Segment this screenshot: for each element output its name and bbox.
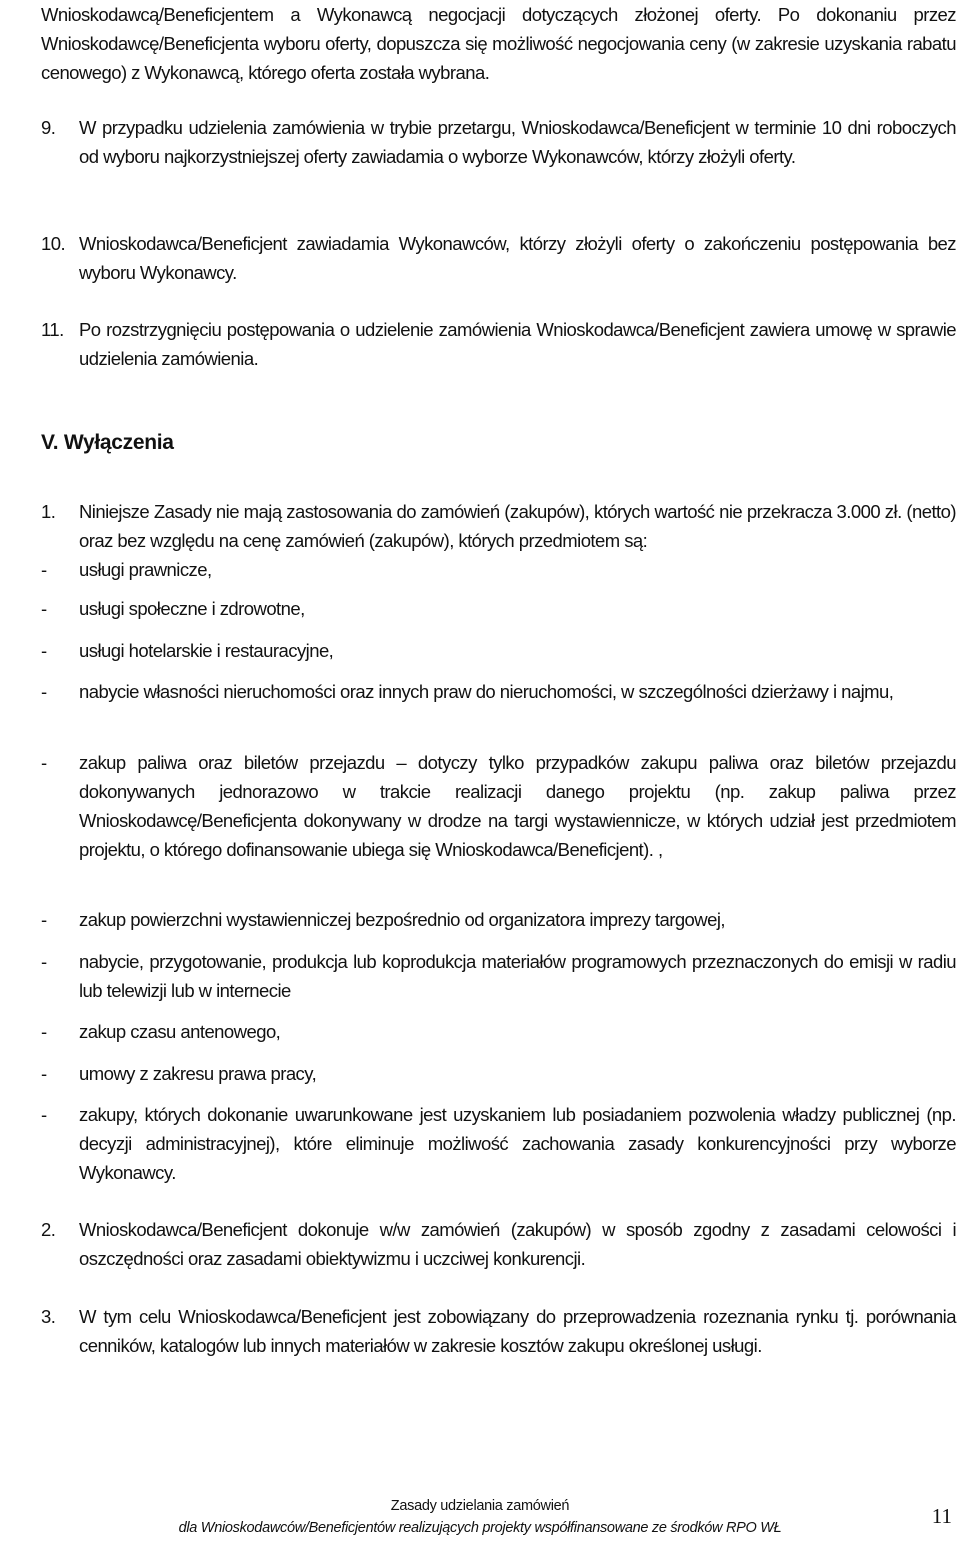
dash-item bbox=[41, 1059, 956, 1088]
intro-text: Wnioskodawcą/Beneficjentem a Wykonawcą negocjacji dotyczących złożonej oferty. Po dokonaniu przez Wnioskodawcę/Beneficjenta wyboru oferty, dopuszcza się możliwość negocjowania ceny (w zakresie uzyskania rabatu cenowego) z Wykonawcą, którego oferta została wybrana. bbox=[41, 4, 956, 83]
dash-item bbox=[41, 905, 956, 934]
dash-bullet: - bbox=[41, 909, 47, 930]
item-text: W przypadku udzielenia zamówienia w trybie przetargu, Wnioskodawca/Beneficjent w terminie 10 dni roboczych od wyboru najkorzystniejszej oferty zawiadamia o wyborze Wykonawców, którzy złożyli oferty. bbox=[79, 117, 956, 167]
dash-bullet: - bbox=[41, 598, 47, 619]
dash-text: zakupy, których dokonanie uwarunkowane jest uzyskaniem lub posiadaniem pozwolenia władzy publicznej (np. decyzji administracyjnej), które eliminuje możliwość zachowania zasady konkurencyjności przy wyborze Wykonawcy. bbox=[79, 1104, 956, 1183]
dash-item bbox=[41, 748, 956, 864]
dash-text: zakup czasu antenowego, bbox=[79, 1021, 281, 1042]
item-number: 9. bbox=[41, 117, 56, 138]
item-text: W tym celu Wnioskodawca/Beneficjent jest zobowiązany do przeprowadzenia rozeznania rynku tj. porównania cenników, katalogów lub innych materiałów w zakresie kosztów zakupu określonej usługi. bbox=[79, 1306, 956, 1356]
dash-bullet: - bbox=[41, 640, 47, 661]
page-number: 11 bbox=[931, 1504, 952, 1528]
dash-bullet: - bbox=[41, 752, 47, 773]
dash-bullet: - bbox=[41, 1104, 47, 1125]
item-number: 1. bbox=[41, 501, 56, 522]
dash-item bbox=[41, 947, 956, 1005]
dash-text: zakup paliwa oraz biletów przejazdu – dotyczy tylko przypadków zakupu paliwa oraz biletów przejazdu dokonywanych jednorazowo w trakcie realizacji danego projektu (np. zakup paliwa przez Wnioskodawcę/Beneficjenta dokonywany w drodze na targi wystawiennicze, w których udział jest przedmiotem projektu, o którego dofinansowanie ubiega się Wnioskodawca/Beneficjent). , bbox=[79, 752, 956, 860]
dash-bullet: - bbox=[41, 1063, 47, 1084]
item-text: Po rozstrzygnięciu postępowania o udzielenie zamówienia Wnioskodawca/Beneficjent zawiera umowę w sprawie udzielenia zamówienia. bbox=[79, 319, 956, 369]
dash-bullet: - bbox=[41, 559, 47, 580]
item-number: 2. bbox=[41, 1219, 56, 1240]
dash-bullet: - bbox=[41, 951, 47, 972]
item-number: 3. bbox=[41, 1306, 56, 1327]
footer-subtitle: dla Wnioskodawców/Beneficjentów realizujących projekty współfinansowane ze środków RPO WŁ bbox=[178, 1520, 782, 1536]
item-number: 11. bbox=[41, 319, 64, 340]
section-heading: V. Wyłączenia bbox=[41, 431, 174, 454]
numbered-item-9 bbox=[41, 113, 956, 171]
dash-text: zakup powierzchni wystawienniczej bezpośrednio od organizatora imprezy targowej, bbox=[79, 909, 725, 930]
dash-item bbox=[41, 1017, 956, 1046]
dash-text: umowy z zakresu prawa pracy, bbox=[79, 1063, 317, 1084]
numbered-item-3 bbox=[41, 1302, 956, 1360]
dash-item bbox=[41, 594, 956, 623]
item-text: Wnioskodawca/Beneficjent zawiadamia Wykonawców, którzy złożyli oferty o zakończeniu postępowania bez wyboru Wykonawcy. bbox=[79, 233, 956, 283]
item-number: 10. bbox=[41, 233, 66, 254]
item-text: Wnioskodawca/Beneficjent dokonuje w/w zamówień (zakupów) w sposób zgodny z zasadami celowości i oszczędności oraz zasadami obiektywizmu i uczciwej konkurencji. bbox=[79, 1219, 956, 1269]
intro-paragraph bbox=[41, 0, 956, 87]
dash-bullet: - bbox=[41, 681, 47, 702]
dash-bullet: - bbox=[41, 1021, 47, 1042]
dash-text: nabycie, przygotowanie, produkcja lub koprodukcja materiałów programowych przeznaczonych do emisji w radiu lub telewizji lub w internecie bbox=[79, 951, 956, 1001]
dash-item bbox=[41, 636, 956, 665]
numbered-item-11 bbox=[41, 315, 956, 373]
dash-item bbox=[41, 555, 956, 584]
item-text: Niniejsze Zasady nie mają zastosowania do zamówień (zakupów), których wartość nie przekracza 3.000 zł. (netto) oraz bez względu na cenę zamówień (zakupów), których przedmiotem są: bbox=[79, 501, 956, 551]
section-item-1 bbox=[41, 497, 956, 555]
dash-text: nabycie własności nieruchomości oraz innych praw do nieruchomości, w szczególności dzierżawy i najmu, bbox=[79, 681, 894, 702]
dash-item bbox=[41, 1100, 956, 1187]
footer-title: Zasady udzielania zamówień bbox=[390, 1498, 570, 1514]
dash-text: usługi społeczne i zdrowotne, bbox=[79, 598, 305, 619]
numbered-item-10 bbox=[41, 229, 956, 287]
dash-item bbox=[41, 677, 956, 706]
dash-text: usługi prawnicze, bbox=[79, 559, 212, 580]
dash-text: usługi hotelarskie i restauracyjne, bbox=[79, 640, 334, 661]
numbered-item-2 bbox=[41, 1215, 956, 1273]
